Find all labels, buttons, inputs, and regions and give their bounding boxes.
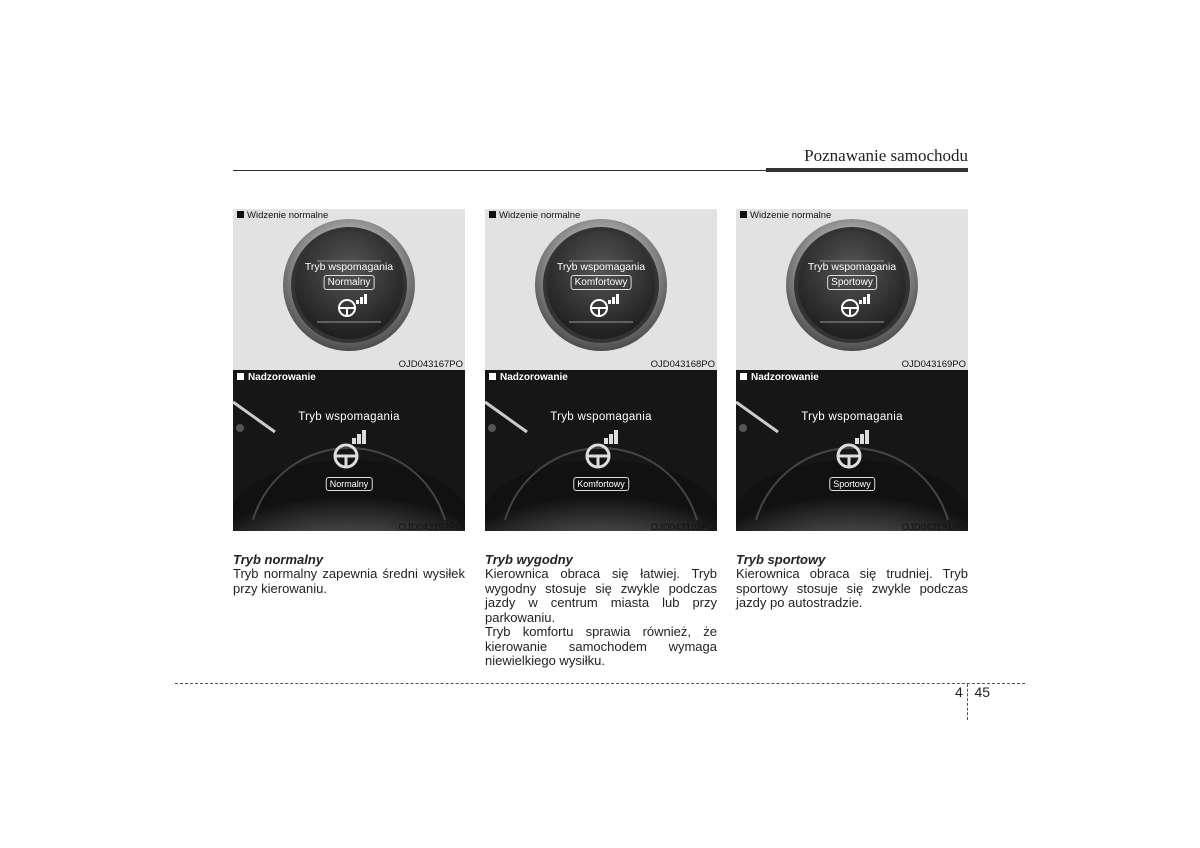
dashboard-panel — [485, 370, 717, 531]
page-number — [955, 684, 990, 700]
dashboard-mode-badge: Normalny — [326, 477, 373, 491]
caption-paragraph: Tryb komfortu sprawia również, że kierowanie samochodem wymaga niewielkiego wysiłku. — [485, 624, 717, 668]
caption-title: Tryb wygodny — [485, 552, 573, 567]
section-title: Poznawanie samochodu — [804, 146, 968, 165]
caption-text — [736, 567, 968, 611]
top-panel-label: Widzenie normalne — [237, 210, 328, 221]
dashboard-title: Tryb wspomagania — [298, 411, 400, 423]
dashboard-illustration — [485, 370, 717, 531]
bottom-panel-label: Nadzorowanie — [489, 372, 568, 383]
bottom-figure-code: OJD043193PO — [650, 522, 715, 533]
caption-text — [233, 567, 465, 596]
gauge-mode-badge: Komfortowy — [571, 275, 632, 290]
dashboard-illustration — [736, 370, 968, 531]
dashboard-panel — [736, 370, 968, 531]
dashboard-mode-badge: Komfortowy — [573, 477, 629, 491]
bullet-square-icon — [740, 211, 747, 218]
column-sport — [736, 209, 968, 611]
gauge-mode-badge: Normalny — [324, 275, 375, 290]
gauge-panel — [233, 209, 465, 370]
bullet-square-icon — [489, 373, 496, 380]
caption-paragraph: Kierownica obraca się trudniej. Tryb sportowy stosuje się zwykle podczas jazdy po autostradzie. — [736, 566, 968, 610]
bottom-panel-label: Nadzorowanie — [740, 372, 819, 383]
bullet-square-icon — [740, 373, 747, 380]
page-number-separator — [967, 684, 968, 720]
footer-rule — [175, 683, 1025, 684]
top-figure-code: OJD043167PO — [398, 359, 463, 370]
gauge-title: Tryb wspomagania — [304, 261, 394, 273]
caption-title: Tryb sportowy — [736, 552, 826, 567]
bottom-panel-label: Nadzorowanie — [237, 372, 316, 383]
gauge-title: Tryb wspomagania — [556, 261, 646, 273]
chapter-number: 4 — [955, 684, 963, 700]
dashboard-mode-badge: Sportowy — [829, 477, 875, 491]
header-bar — [766, 168, 968, 172]
top-panel-label: Widzenie normalne — [740, 210, 831, 221]
bullet-square-icon — [237, 211, 244, 218]
column-comfort — [485, 209, 717, 669]
bullet-square-icon — [237, 373, 244, 380]
dashboard-illustration — [233, 370, 465, 531]
dashboard-panel — [233, 370, 465, 531]
gauge-mode-badge: Sportowy — [827, 275, 877, 290]
page-number-value: 45 — [974, 684, 991, 700]
gauge-panel — [736, 209, 968, 370]
gauge-panel — [485, 209, 717, 370]
caption-title: Tryb normalny — [233, 552, 324, 567]
caption-paragraph: Tryb normalny zapewnia średni wysiłek przy kierowaniu. — [233, 566, 465, 596]
top-figure-code: OJD043169PO — [901, 359, 966, 370]
caption-paragraph: Kierownica obraca się łatwiej. Tryb wygodny stosuje się zwykle podczas jazdy w centrum miasta lub przy parkowaniu. — [485, 566, 717, 625]
column-normal — [233, 209, 465, 596]
gauge-title: Tryb wspomagania — [807, 261, 897, 273]
dashboard-title: Tryb wspomagania — [550, 411, 652, 423]
caption-text — [485, 567, 717, 669]
bottom-figure-code: OJD043191PO — [901, 522, 966, 533]
top-figure-code: OJD043168PO — [650, 359, 715, 370]
top-panel-label: Widzenie normalne — [489, 210, 580, 221]
bottom-figure-code: OJD043192PO — [398, 522, 463, 533]
bullet-square-icon — [489, 211, 496, 218]
dashboard-title: Tryb wspomagania — [801, 411, 903, 423]
